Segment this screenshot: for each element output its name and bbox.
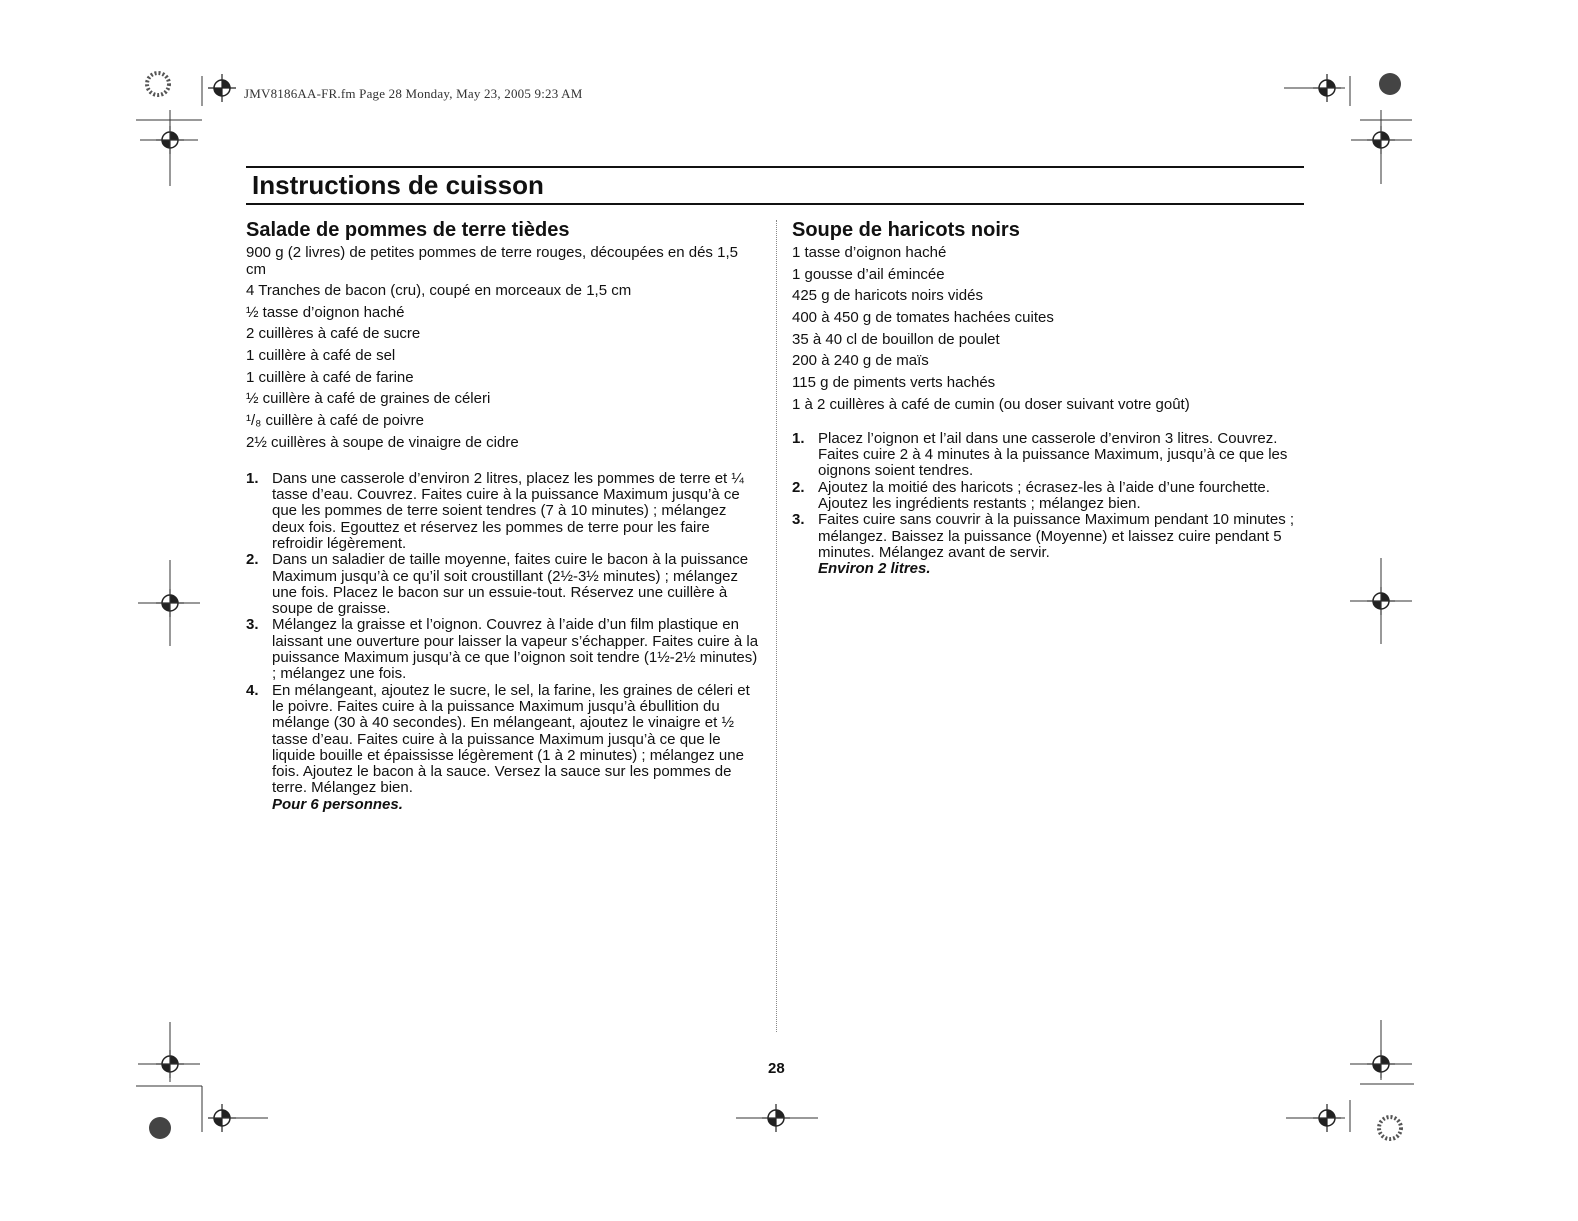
ingredient-item: 35 à 40 cl de bouillon de poulet	[792, 330, 1000, 348]
page-title: Instructions de cuisson	[252, 170, 544, 200]
recipe-yield: Pour 6 personnes.	[272, 795, 403, 813]
crop-mark-top-left	[136, 73, 236, 186]
crop-mark-bottom-left	[136, 1022, 268, 1139]
step-number: 1.	[792, 429, 805, 447]
step-item	[246, 471, 761, 552]
step-number: 2.	[792, 478, 805, 496]
step-item	[792, 431, 1312, 480]
ingredient-item: 200 à 240 g de maïs	[792, 352, 929, 370]
recipe-title: Salade de pommes de terre tièdes	[246, 219, 570, 241]
crop-mark-bottom-right	[1286, 1020, 1414, 1139]
ingredient-item: 900 g (2 livres) de petites pommes de terre rouges, découpées en dés 1,5 cm	[246, 244, 738, 278]
recipe-right	[792, 218, 1312, 577]
ingredient-item: 2 cuillères à café de sucre	[246, 325, 421, 343]
step-text: En mélangeant, ajoutez le sucre, le sel, la farine, les graines de céleri et le poivre. Faites cuire à la puissance Maximum jusqu’à ébullition du mélange (30 à 40 secondes). En mélangeant, ajoutez le vinaigre et ½ tasse d’eau. Faites cuire à la puissance Maximum jusqu’à ce que le liquide bouille et épaississe légèrement (1 à 2 minutes) ; mélangez une fois. Ajoutez le bacon à la sauce. Versez la sauce sur les pommes de terre. Mélangez bien.	[272, 681, 750, 797]
step-text: Dans un saladier de taille moyenne, faites cuire le bacon à la puissance Maximum jusqu’à ce qu’il soit croustillant (2½-3½ minutes) ; mélangez une fois. Placez le bacon sur un essuie-tout. Réservez une cuillère à soupe de graisse.	[272, 551, 749, 618]
recipe-yield: Environ 2 litres.	[818, 560, 931, 578]
column-divider	[776, 220, 777, 1032]
step-text: Mélangez la graisse et l’oignon. Couvrez à l’aide d’un film plastique en laissant une ouverture pour laisser la vapeur s’échapper. Faites cuire à la puissance Maximum jusqu’à ce que l’oignon soit tendre (1½-2½ minutes) ; mélangez une fois.	[272, 616, 759, 683]
title-rule-top	[246, 166, 1304, 168]
ingredient-item: 1 gousse d’ail émincée	[792, 265, 945, 283]
page-number: 28	[768, 1060, 785, 1077]
step-list	[792, 431, 1312, 561]
step-item	[246, 617, 761, 682]
step-number: 4.	[246, 681, 259, 699]
ingredient-item: 4 Tranches de bacon (cru), coupé en morceaux de 1,5 cm	[246, 282, 632, 299]
file-slug: JMV8186AA-FR.fm Page 28 Monday, May 23, 2005 9:23 AM	[244, 86, 583, 101]
title-rule-bottom	[246, 203, 1304, 205]
step-list	[246, 471, 761, 797]
ingredient-item: ¹/₈ cuillère à café de poivre	[246, 412, 424, 430]
step-item	[246, 683, 761, 797]
step-number: 2.	[246, 551, 259, 569]
ingredient-item: 2½ cuillères à soupe de vinaigre de cidre	[246, 433, 519, 451]
ingredient-item: 1 à 2 cuillères à café de cumin (ou doser suivant votre goût)	[792, 395, 1190, 413]
step-item	[792, 512, 1312, 561]
crop-mark-bottom-center	[736, 1104, 818, 1132]
ingredient-list	[246, 244, 761, 451]
ingredient-item: ½ cuillère à café de graines de céleri	[246, 390, 491, 408]
step-text: Placez l’oignon et l’ail dans une casserole d’environ 3 litres. Couvrez. Faites cuire 2 à 4 minutes à la puissance Maximum, jusqu’à ce que les oignons soient tendres.	[818, 429, 1288, 480]
recipe-left	[246, 218, 761, 813]
crop-mark-mid-left	[138, 560, 200, 646]
step-number: 3.	[792, 511, 805, 529]
step-item	[246, 552, 761, 617]
ingredient-list	[792, 244, 1312, 413]
step-number: 3.	[246, 616, 259, 634]
ingredient-item: 1 tasse d’oignon haché	[792, 244, 947, 261]
step-text: Ajoutez la moitié des haricots ; écrasez-les à l’aide d’une fourchette. Ajoutez les ingrédients restants ; mélangez bien.	[818, 478, 1270, 512]
recipe-title: Soupe de haricots noirs	[792, 219, 1020, 241]
ingredient-item: ½ tasse d’oignon haché	[246, 303, 405, 321]
step-item	[792, 480, 1312, 513]
ingredient-item: 400 à 450 g de tomates hachées cuites	[792, 309, 1054, 327]
step-text: Dans une casserole d’environ 2 litres, placez les pommes de terre et ¼ tasse d’eau. Couvrez. Faites cuire à la puissance Maximum jusqu’à ce que les pommes de terre soient tendres (7 à 10 minutes) ; mélangez deux fois. Egouttez et réservez les pommes de terre pour les faire refroidir légèrement.	[272, 469, 744, 552]
step-text: Faites cuire sans couvrir à la puissance Maximum pendant 10 minutes ; mélangez. Baissez la puissance (Moyenne) et laissez cuire pendant 5 minutes. Mélangez avant de servir.	[818, 511, 1295, 561]
ingredient-item: 1 cuillère à café de farine	[246, 368, 414, 386]
step-number: 1.	[246, 469, 259, 487]
ingredient-item: 115 g de piments verts hachés	[792, 374, 996, 392]
ingredient-item: 425 g de haricots noirs vidés	[792, 287, 983, 305]
ingredient-item: 1 cuillère à café de sel	[246, 347, 396, 365]
crop-mark-mid-right	[1350, 558, 1412, 644]
